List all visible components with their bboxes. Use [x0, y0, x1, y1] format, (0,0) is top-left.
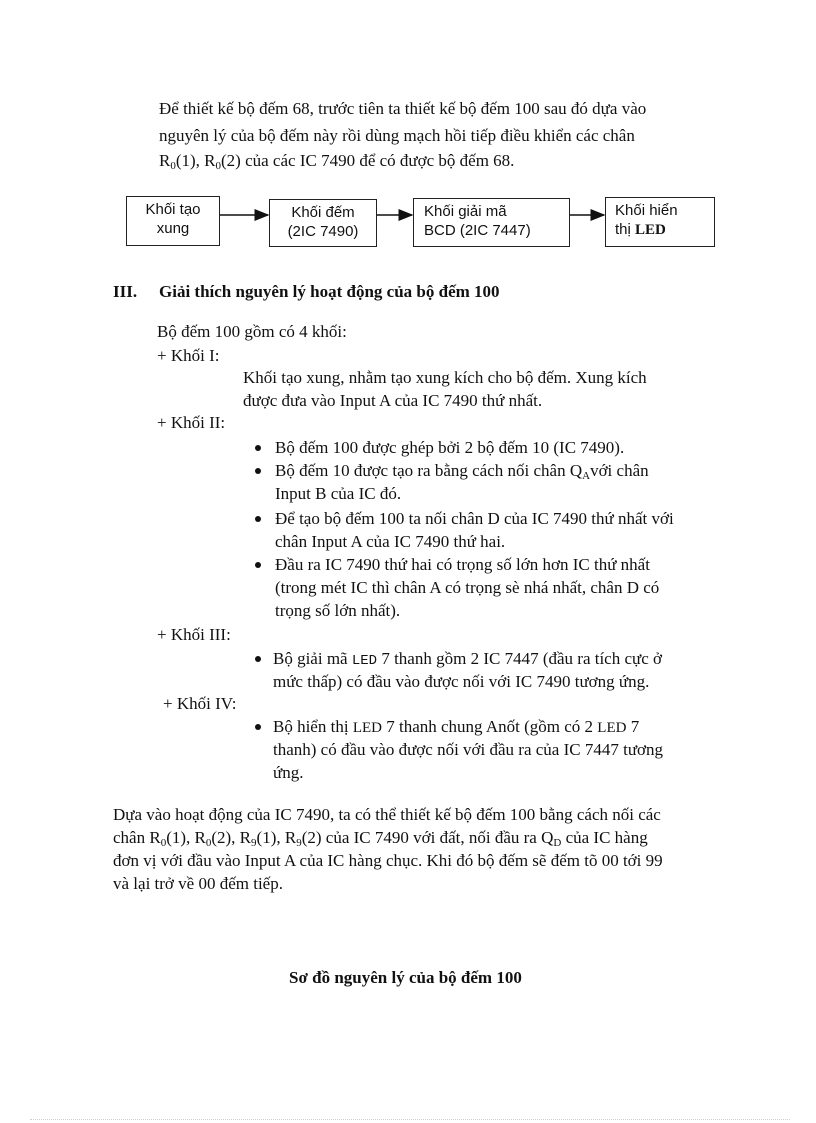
- block-4-item-cont-1: thanh) có đầu vào được nối với đầu ra của IC 7447 tương: [273, 740, 664, 759]
- blocks-intro: Bộ đếm 100 gồm có 4 khối:: [157, 322, 347, 341]
- block-3-item-cont: mức thấp) có đầu vào được nối với IC 7490 tương ứng.: [273, 672, 650, 691]
- bullet-icon: [255, 445, 261, 451]
- block-2-item-3: Để tạo bộ đếm 100 ta nối chân D của IC 7490 thứ nhất với: [275, 509, 674, 528]
- summary-line-4: và lại trở về 00 đếm tiếp.: [113, 874, 283, 893]
- block-4-item-cont-2: ứng.: [273, 763, 304, 782]
- figure-caption: Sơ đồ nguyên lý của bộ đếm 100: [289, 968, 522, 987]
- block-2-item-4-cont-2: trọng số lớn nhất).: [275, 601, 401, 620]
- summary-line-3: đơn vị với đầu vào Input A của IC hàng chục. Khi đó bộ đếm sẽ đếm tõ 00 tới 99: [113, 851, 663, 870]
- block-2-item-1: Bộ đếm 100 được ghép bởi 2 bộ đếm 10 (IC 7490).: [275, 438, 625, 457]
- summary-line-2: chân $R_0(1)$, $R_0(2)$, $R_9(1)$, $R_9(2)$ của IC 7490 với đất, nối đầu ra $Q_D$ của IC hàng: [113, 828, 648, 849]
- block-4-label: + Khối IV:: [163, 694, 237, 713]
- block-2-item-4-cont-1: (trong mét IC thì chân A có trọng sè nhá nhất, chân D có: [275, 578, 660, 597]
- pulse-generator-block: Khối tạo xung: [126, 196, 220, 246]
- block-2-item-2-cont: Input B của IC đó.: [275, 484, 402, 503]
- section-title: Giải thích nguyên lý hoạt động của bộ đếm 100: [159, 282, 500, 301]
- bullet-icon: [255, 724, 261, 730]
- block-3-item: Bộ giải mã LED 7 thanh gồm 2 IC 7447 (đầu ra tích cực ở: [273, 649, 663, 669]
- diagram-arrows: [0, 0, 816, 300]
- block-1-line-2: được đưa vào Input A của IC 7490 thứ nhất.: [243, 391, 543, 410]
- page-bottom-divider: [30, 1119, 790, 1120]
- bullet-icon: [255, 656, 261, 662]
- intro-line-1: Để thiết kế bộ đếm 68, trước tiên ta thiết kế bộ đếm 100 sau đó dựa vào: [159, 99, 647, 118]
- intro-line-2: nguyên lý của bộ đếm này rồi dùng mạch hồi tiếp điều khiển các chân: [159, 126, 635, 145]
- section-number: III.: [113, 282, 138, 301]
- bullet-icon: [255, 468, 261, 474]
- bullet-icon: [255, 516, 261, 522]
- summary-line-1: Dựa vào hoạt động của IC 7490, ta có thể thiết kế bộ đếm 100 bằng cách nối các: [113, 805, 661, 824]
- bullet-icon: [255, 562, 261, 568]
- block-2-item-2: Bộ đếm 10 được tạo ra bằng cách nối chân $Q_Avới$ chân: [275, 461, 649, 482]
- block-1-label: + Khối I:: [157, 346, 220, 365]
- block-1-line-1: Khối tạo xung, nhằm tạo xung kích cho bộ đếm. Xung kích: [243, 368, 647, 387]
- block-2-label: + Khối II:: [157, 413, 226, 432]
- decoder-block: Khối giải mã BCD (2IC 7447): [413, 198, 570, 247]
- block-2-item-3-cont: chân Input A của IC 7490 thứ hai.: [275, 532, 506, 551]
- block-3-label: + Khối III:: [157, 625, 231, 644]
- block-2-item-4: Đầu ra IC 7490 thứ hai có trọng số lớn hơn IC thứ nhất: [275, 555, 650, 574]
- block-4-item: Bộ hiển thị LED 7 thanh chung Anốt (gồm có 2 LED 7: [273, 717, 640, 736]
- display-block: Khối hiển thị LED: [605, 197, 715, 247]
- counter-block: Khối đếm (2IC 7490): [269, 199, 377, 247]
- intro-line-3: $R_0(1)$, $R_0(2)$ của các IC 7490 để có được bộ đếm 68.: [159, 151, 515, 172]
